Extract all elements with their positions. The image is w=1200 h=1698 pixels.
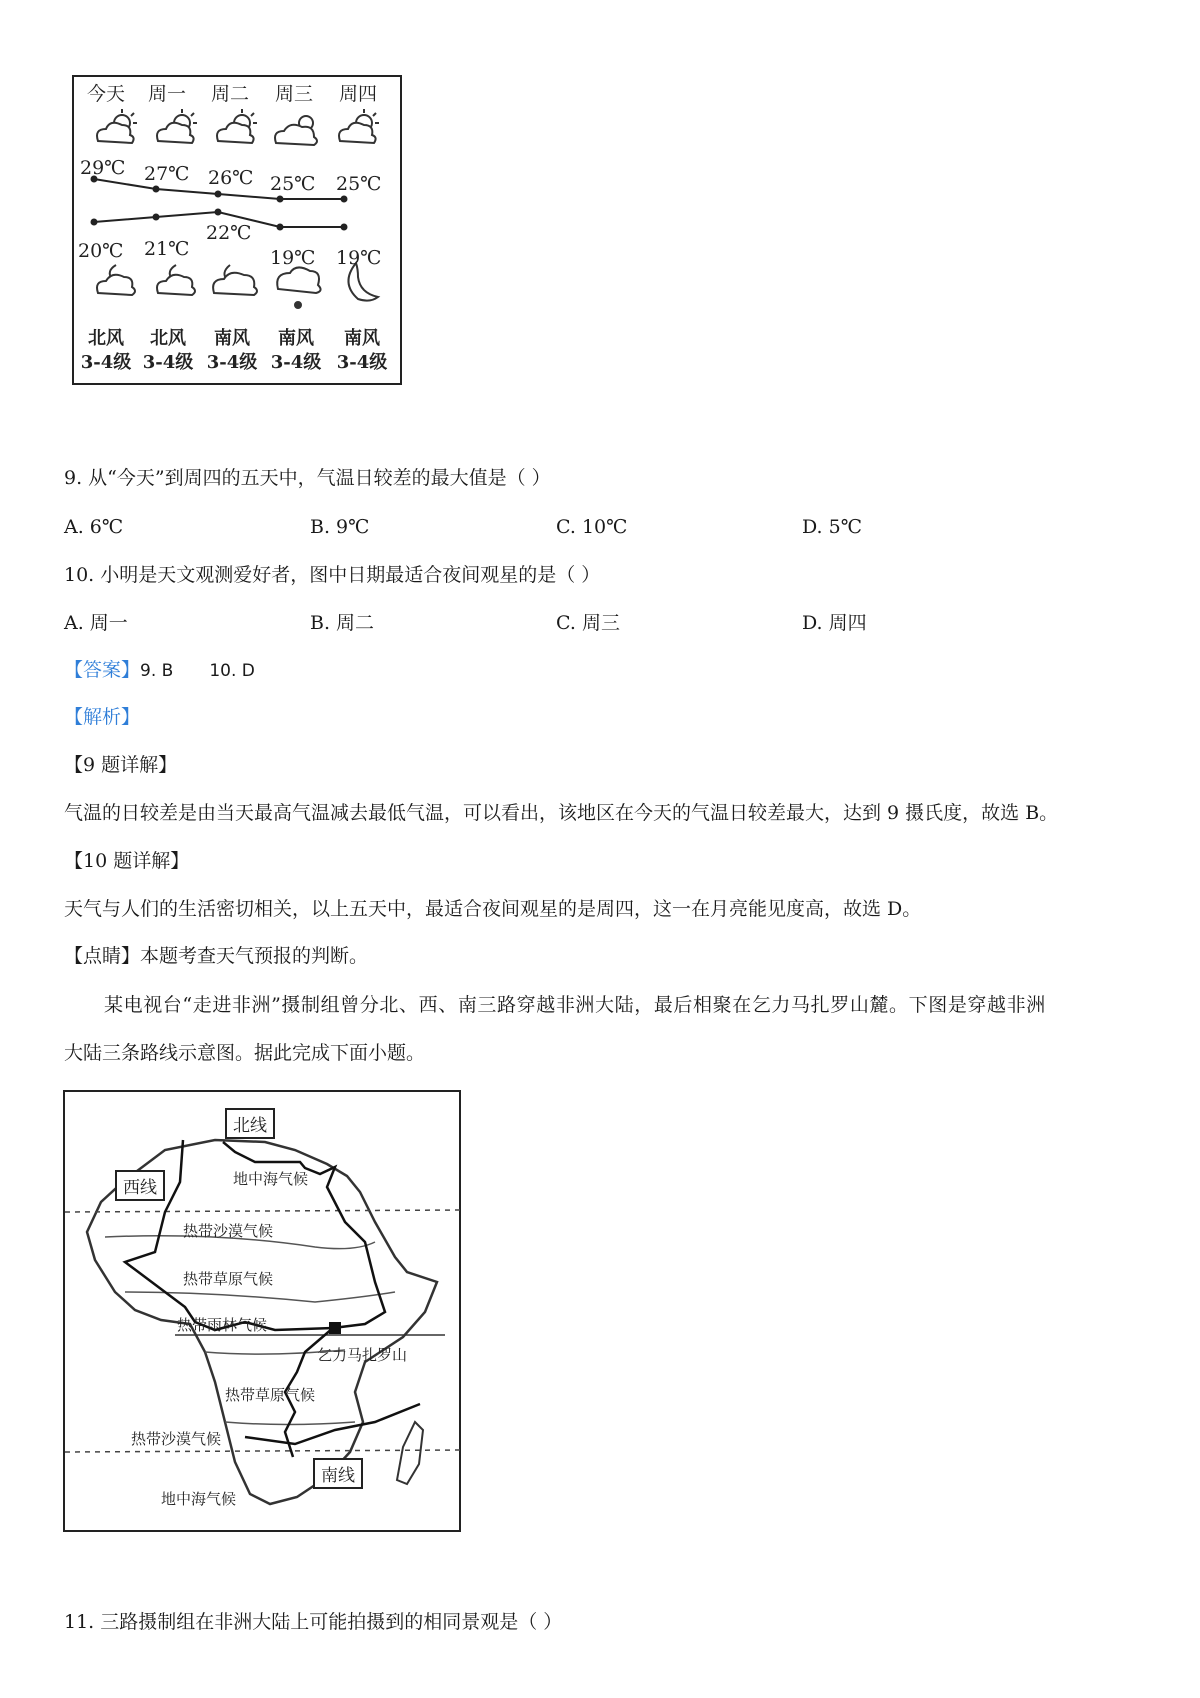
high-temp-2: 26℃: [208, 167, 254, 189]
low-temp-2: 22℃: [206, 222, 252, 244]
q10-detail-body: 天气与人们的生活密切相关，以上五天中，最适合夜间观星的是周四，这一在月亮能见度高，故选 D。: [64, 898, 922, 920]
partly-cloudy-sun-icon: [97, 109, 137, 143]
kilimanjaro-marker: [329, 1322, 341, 1334]
kilimanjaro-label: 乞力马扎罗山: [317, 1346, 408, 1364]
day-label-3: 周三: [274, 83, 313, 105]
africa-map-graphic: [65, 1092, 463, 1534]
q10-option-b: B. 周二: [310, 612, 375, 634]
q10-option-c: C. 周三: [556, 612, 620, 634]
q11-stem: 11. 三路摄制组在非洲大陆上可能拍摄到的相同景观是（ ）: [64, 1611, 563, 1633]
low-temp-1: 21℃: [144, 238, 190, 260]
day-label-2: 周二: [210, 83, 249, 105]
south-route-label: 南线: [313, 1458, 363, 1489]
africa-routes-map: [63, 1090, 461, 1532]
high-temp-1: 27℃: [144, 163, 190, 185]
key-point-note: 【点睛】本题考查天气预报的判断。: [64, 945, 369, 967]
answer-9: 9. B: [140, 661, 174, 681]
q9-option-b: B. 9℃: [310, 516, 370, 538]
north-route-label: 北线: [225, 1108, 275, 1139]
passage-line-2: 大陆三条路线示意图。据此完成下面小题。: [64, 1042, 426, 1064]
q10-option-a: A. 周一: [64, 612, 128, 634]
mediterranean-south-label: 地中海气候: [161, 1490, 237, 1508]
q10-option-d: D. 周四: [802, 612, 867, 634]
q9-detail-body: 气温的日较差是由当天最高气温减去最低气温，可以看出，该地区在今天的气温日较差最大，达到 9 摄氏度，故选 B。: [64, 802, 1059, 824]
high-temp-point: [341, 196, 348, 203]
q10-detail-heading: 【10 题详解】: [64, 850, 190, 872]
high-temp-4: 25℃: [336, 173, 382, 195]
answer-10: 10. D: [209, 661, 255, 681]
wind-0: 北风 3-4级: [80, 328, 132, 373]
mediterranean-north-label: 地中海气候: [233, 1170, 309, 1188]
low-temp-point: [341, 224, 348, 231]
low-temp-point: [153, 214, 160, 221]
q9-option-c: C. 10℃: [556, 516, 628, 538]
rain-cloud-icon: [277, 267, 320, 308]
west-route-label: 西线: [115, 1170, 165, 1201]
wind-4: 南风 3-4级: [336, 328, 388, 373]
rainforest-label: 热带雨林气候: [177, 1316, 268, 1334]
wind-3: 南风 3-4级: [270, 328, 322, 373]
low-temp-point: [215, 209, 222, 216]
passage-line-1: 某电视台“走进非洲”摄制组曾分北、西、南三路穿越非洲大陆，最后相聚在乞力马扎罗山麓。下图是穿越非洲: [104, 994, 1046, 1016]
answer-label: 【答案】: [64, 659, 141, 681]
q9-stem: 9. 从“今天”到周四的五天中，气温日较差的最大值是（ ）: [64, 467, 551, 489]
cloud-moon-icon: [213, 265, 257, 295]
cloud-moon-icon: [157, 265, 195, 295]
desert-north-label: 热带沙漠气候: [183, 1222, 274, 1240]
savanna-north-label: 热带草原气候: [183, 1270, 274, 1288]
wind-2: 南风 3-4级: [206, 328, 258, 373]
partly-cloudy-sun-icon: [339, 109, 379, 143]
q9-detail-heading: 【9 题详解】: [64, 754, 178, 776]
low-temp-point: [91, 219, 98, 226]
day-label-1: 周一: [147, 83, 186, 105]
analysis-label: 【解析】: [64, 706, 141, 728]
partly-cloudy-sun-icon: [217, 109, 257, 143]
high-temp-3: 25℃: [270, 173, 316, 195]
high-temp-point: [153, 186, 160, 193]
wind-1: 北风 3-4级: [142, 328, 194, 373]
cloud-moon-icon: [97, 265, 135, 295]
partly-cloudy-sun-icon: [275, 116, 317, 145]
low-temp-3: 19℃: [270, 247, 316, 269]
partly-cloudy-sun-icon: [157, 109, 197, 143]
high-temp-point: [215, 191, 222, 198]
day-label-4: 周四: [338, 83, 377, 105]
low-temp-0: 20℃: [78, 240, 124, 262]
madagascar: [397, 1422, 423, 1484]
high-temp-0: 29℃: [80, 157, 126, 179]
low-temp-4: 19℃: [336, 247, 382, 269]
savanna-south-label: 热带草原气候: [225, 1386, 316, 1404]
desert-south-label: 热带沙漠气候: [131, 1430, 222, 1448]
q9-option-a: A. 6℃: [64, 516, 124, 538]
weather-forecast-figure: [72, 75, 402, 385]
q9-option-d: D. 5℃: [802, 516, 862, 538]
low-temp-point: [277, 224, 284, 231]
answer-line: [64, 658, 255, 683]
high-temp-point: [277, 196, 284, 203]
q10-stem: 10. 小明是天文观测爱好者，图中日期最适合夜间观星的是（ ）: [64, 564, 601, 586]
day-label-0: 今天: [86, 83, 125, 105]
